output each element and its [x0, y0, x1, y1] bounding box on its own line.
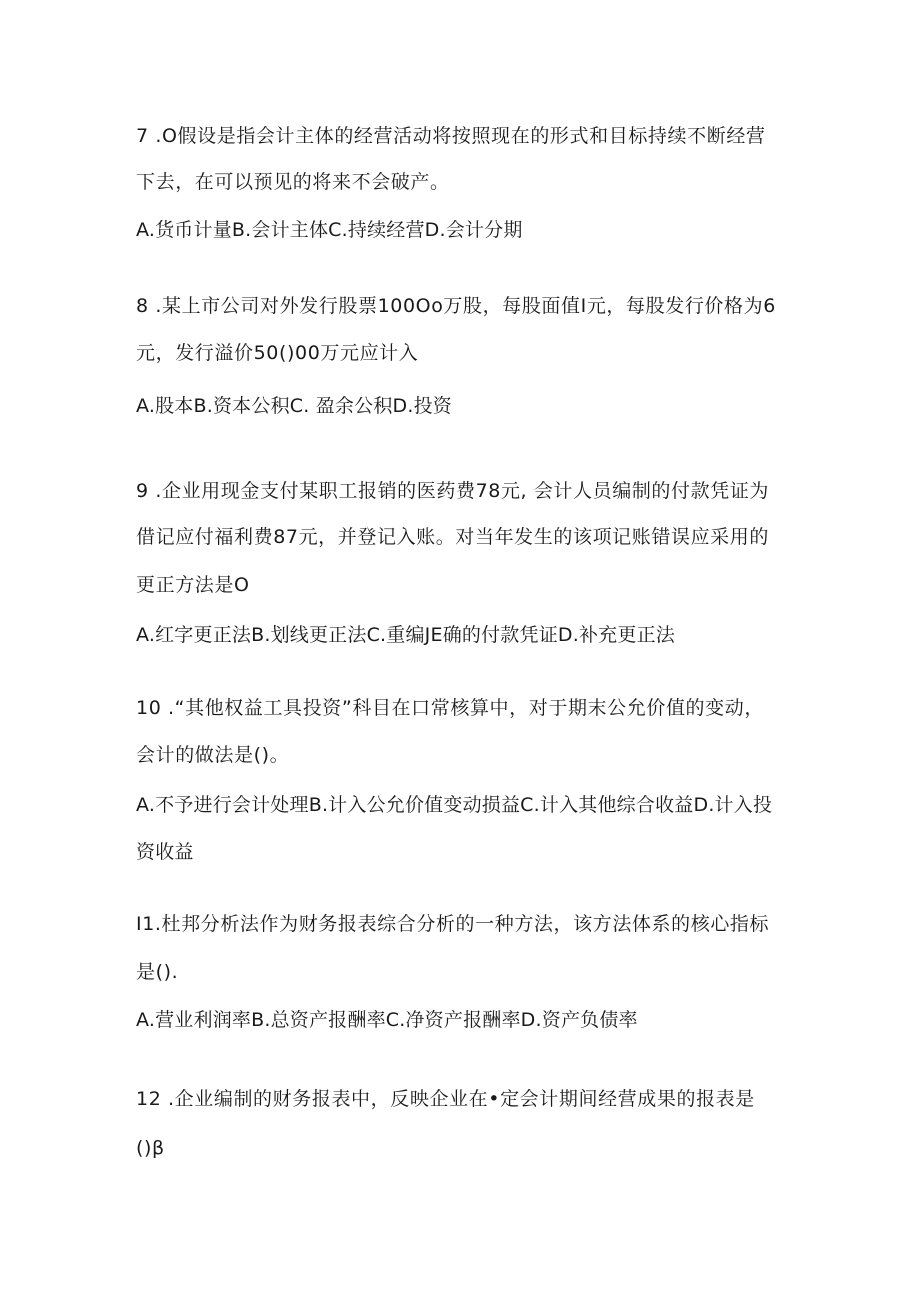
question-9-line-3: 更正方法是O	[136, 574, 250, 596]
question-12-line-2: ()β	[136, 1137, 165, 1159]
question-11-line-1: I1.杜邦分析法作为财务报表综合分析的一种方法，该方法体系的核心指标	[136, 913, 770, 935]
question-8-line-1: 8 .某上市公司对外发行股票100Oo万股，每股面值I元，每股发行价格为6	[136, 295, 776, 317]
question-11-line-2: 是().	[136, 961, 179, 983]
question-11-options: A.营业利润率B.总资产报酬率C.净资产报酬率D.资产负债率	[136, 1009, 638, 1031]
question-10-line-1: 10 .“其他权益工具投资”科目在口常核算中，对于期末公允价值的变动，	[136, 697, 764, 719]
question-7-line-1: 7 .O假设是指会计主体的经营活动将按照现在的形式和目标持续不断经营	[136, 125, 766, 147]
question-9-options: A.红字更正法B.划线更正法C.重编JE确的付款凭证D.补充更正法	[136, 624, 675, 646]
question-8-options: A.股本B.资本公积C. 盈余公积D.投资	[136, 395, 452, 417]
question-9-line-2: 借记应付福利费87元，并登记入账。对当年发生的该项记账错误应采用的	[136, 526, 769, 548]
question-12-line-1: 12 .企业编制的财务报表中，反映企业在•定会计期间经营成果的报表是	[136, 1088, 755, 1110]
question-10-line-2: 会计的做法是()。	[136, 744, 290, 766]
question-9-line-1: 9 .企业用现金支付某职工报销的医药费78元, 会计人员编制的付款凭证为	[136, 480, 770, 502]
question-7-options: A.货币计量B.会计主体C.持续经营D.会计分期	[136, 219, 523, 241]
question-8-line-2: 元，发行溢价50()00万元应计入	[136, 342, 419, 364]
question-10-options-line-2: 资收益	[136, 841, 194, 863]
question-10-options-line-1: A.不予进行会计处理B.计入公允价值变动损益C.计入其他综合收益D.计入投	[136, 794, 773, 816]
question-7-line-2: 下去，在可以预见的将来不会破产。	[136, 171, 450, 193]
